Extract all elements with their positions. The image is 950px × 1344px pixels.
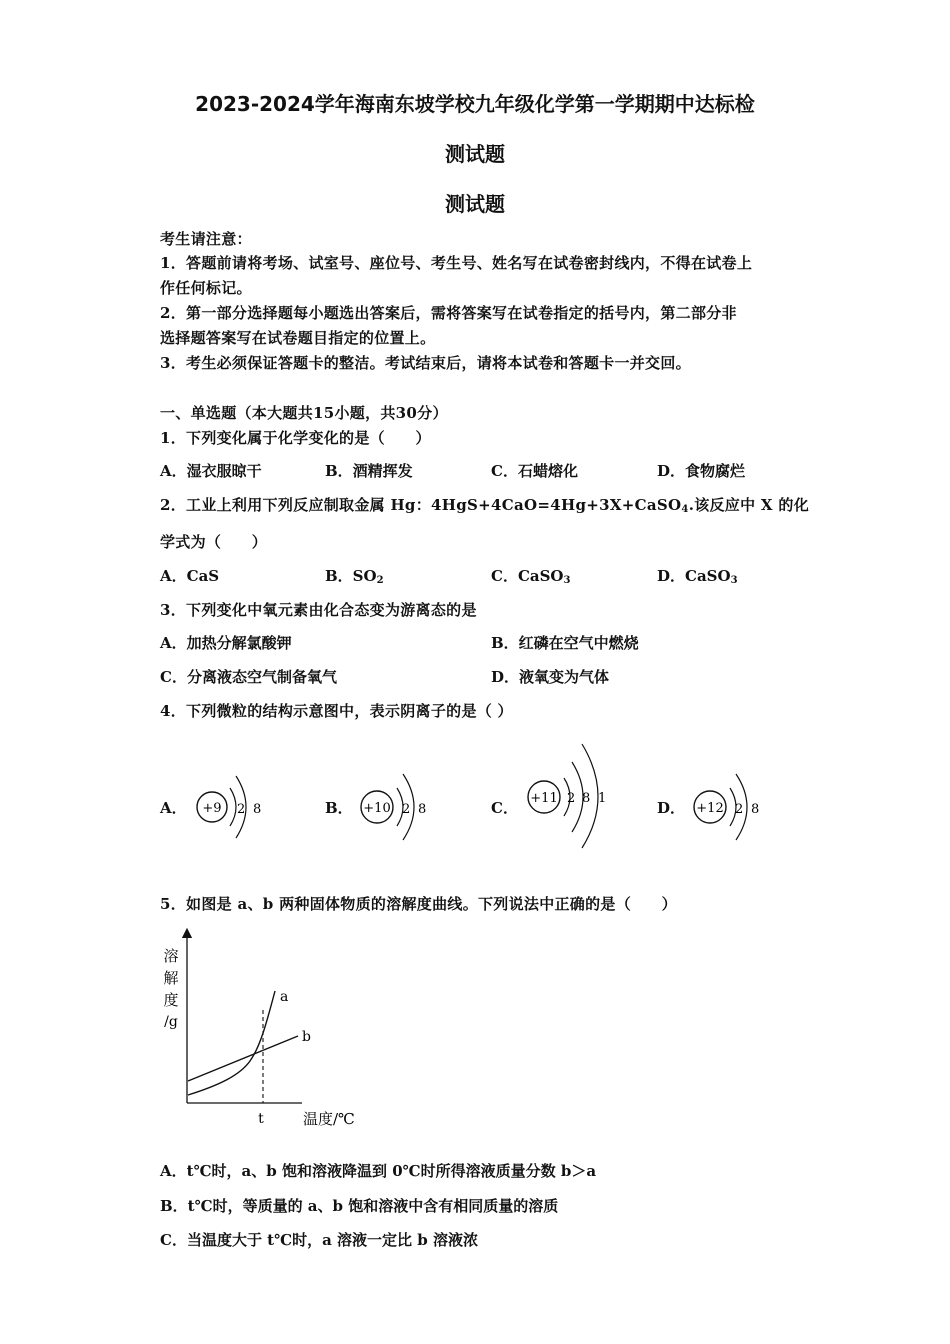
q3-option-a: A．加热分解氯酸钾 xyxy=(160,634,292,652)
question-5-stem: 5．如图是 a、b 两种固体物质的溶解度曲线。下列说法中正确的是（ ） xyxy=(160,895,677,913)
q2-option-d: D．CaSO$_3$ xyxy=(657,567,738,586)
x-tick-label: t xyxy=(258,1111,264,1127)
notice-line: 选择题答案写在试卷题目指定的位置上。 xyxy=(160,329,436,347)
nucleus-charge: +10 xyxy=(363,801,391,816)
q5-option-a: A．t℃时，a、b 饱和溶液降温到 0℃时所得溶液质量分数 b＞a xyxy=(160,1162,597,1180)
q5-option-c: C．当温度大于 t℃时，a 溶液一定比 b 溶液浓 xyxy=(160,1231,478,1249)
series-a-label: a xyxy=(280,989,289,1005)
q1-option-c: C．石蜡熔化 xyxy=(491,462,578,480)
series-b-line xyxy=(188,1036,298,1081)
page-subtitle: 测试题 xyxy=(445,192,505,216)
x-axis-label: 温度/℃ xyxy=(303,1110,355,1128)
section-heading: 一、单选题（本大题共15小题，共30分） xyxy=(160,404,448,422)
series-b-label: b xyxy=(302,1029,311,1045)
shell-electrons: 1 xyxy=(598,791,607,806)
q3-option-d: D．液氧变为气体 xyxy=(491,668,610,686)
nucleus-charge: +12 xyxy=(696,801,724,816)
atom-diagram-c xyxy=(522,740,622,850)
q4-option-a-label: A． xyxy=(160,799,187,817)
shell-electrons: 8 xyxy=(582,791,591,806)
q1-option-a: A．湿衣服晾干 xyxy=(160,462,262,480)
question-1-stem: 1．下列变化属于化学变化的是（ ） xyxy=(160,429,431,447)
y-label-char: 解 xyxy=(163,969,179,987)
y-label-char: /g xyxy=(164,1014,178,1030)
shell-electrons: 8 xyxy=(253,802,262,817)
q1-option-b: B．酒精挥发 xyxy=(325,462,413,480)
notice-heading: 考生请注意： xyxy=(160,230,252,248)
nucleus-charge: +9 xyxy=(202,801,222,816)
atom-diagram-d xyxy=(688,760,778,855)
page-title-line2: 测试题 xyxy=(445,142,505,166)
q4-option-d-label: D． xyxy=(657,799,686,817)
nucleus-charge: +11 xyxy=(530,791,558,806)
q2-option-c: C．CaSO$_3$ xyxy=(491,567,571,586)
notice-line: 2．第一部分选择题每小题选出答案后，需将答案写在试卷指定的括号内，第二部分非 xyxy=(160,304,737,322)
solubility-chart xyxy=(150,925,390,1135)
notice-line: 1．答题前请将考场、试室号、座位号、考生号、姓名写在试卷密封线内，不得在试卷上 xyxy=(160,254,753,272)
series-a-curve xyxy=(188,991,275,1095)
q5-option-b: B．t℃时，等质量的 a、b 饱和溶液中含有相同质量的溶质 xyxy=(160,1197,559,1215)
q4-option-c-label: C． xyxy=(491,799,518,817)
q4-option-b-label: B． xyxy=(325,799,353,817)
y-label-char: 度 xyxy=(163,991,179,1009)
shell-electrons: 2 xyxy=(237,802,246,817)
shell-electrons: 8 xyxy=(751,802,760,817)
question-3-stem: 3．下列变化中氧元素由化合态变为游离态的是 xyxy=(160,601,477,619)
notice-line: 作任何标记。 xyxy=(160,279,252,297)
q3-option-c: C．分离液态空气制备氧气 xyxy=(160,668,337,686)
shell-electrons: 2 xyxy=(402,802,411,817)
y-label-char: 溶 xyxy=(163,947,179,965)
q2-option-b: B．$SO_2$ xyxy=(325,567,384,586)
q2-option-a: A．CaS xyxy=(160,567,220,585)
notice-line: 3．考生必须保证答题卡的整洁。考试结束后，请将本试卷和答题卡一并交回。 xyxy=(160,354,691,372)
q1-option-d: D．食物腐烂 xyxy=(657,462,746,480)
q3-option-b: B．红磷在空气中燃烧 xyxy=(491,634,639,652)
atom-diagram-a xyxy=(190,760,280,855)
question-4-stem: 4．下列微粒的结构示意图中，表示阴离子的是（ ） xyxy=(160,702,513,720)
page-title: 2023-2024学年海南东坡学校九年级化学第一学期期中达标检 xyxy=(195,92,755,116)
shell-electrons: 2 xyxy=(735,802,744,817)
question-2-stem: 2．工业上利用下列反应制取金属 Hg：4HgS+4CaO=4Hg+3X+CaSO$_4$.该反应中 X 的化 xyxy=(160,496,809,515)
atom-diagram-b xyxy=(355,760,445,855)
question-2-stem-line2: 学式为（ ） xyxy=(160,533,268,551)
shell-electrons: 2 xyxy=(567,791,576,806)
shell-electrons: 8 xyxy=(418,802,427,817)
